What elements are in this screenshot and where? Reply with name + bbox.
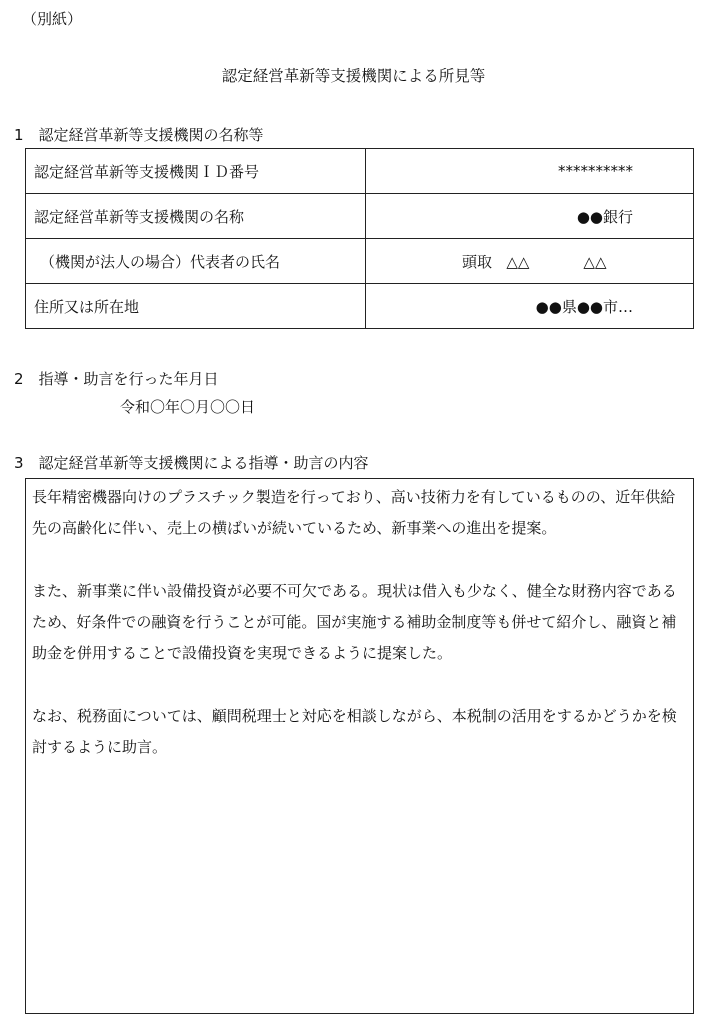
advice-paragraph-1: 長年精密機器向けのプラスチック製造を行っており、高い技術力を有しているものの、近年供給先の高齢化に伴い、売上の横ばいが続いているため、新事業への進出を提案。: [32, 488, 676, 537]
agency-name-value: ●●銀行: [366, 194, 694, 239]
agency-name-label: 認定経営革新等支援機関の名称: [26, 194, 366, 239]
table-row: [26, 194, 694, 239]
table-row: [26, 284, 694, 329]
table-row: [26, 149, 694, 194]
representative-label: （機関が法人の場合）代表者の氏名: [26, 239, 366, 284]
table-row: [26, 239, 694, 284]
advice-content-box: [25, 478, 694, 1014]
support-agency-info-table: [25, 148, 694, 329]
address-label: 住所又は所在地: [26, 284, 366, 329]
representative-value: [366, 239, 694, 284]
advice-date: 令和〇年〇月〇〇日: [120, 398, 256, 416]
representative-first-name: △△: [506, 252, 530, 271]
representative-title: 頭取: [462, 252, 493, 271]
section-1-heading: 1 認定経営革新等支援機関の名称等: [14, 126, 264, 144]
document-title: 認定経営革新等支援機関による所見等: [221, 67, 486, 85]
id-number-label: 認定経営革新等支援機関ＩＤ番号: [26, 149, 366, 194]
section-3-heading: 3 認定経営革新等支援機関による指導・助言の内容: [14, 454, 369, 472]
attachment-label: （別紙）: [22, 10, 83, 28]
section-2-heading: 2 指導・助言を行った年月日: [14, 370, 219, 388]
id-number-value: **********: [366, 149, 694, 194]
representative-last-name: △△: [583, 252, 607, 271]
advice-paragraph-2: また、新事業に伴い設備投資が必要不可欠である。現状は借入も少なく、健全な財務内容であるため、好条件での融資を行うことが可能。国が実施する補助金制度等も併せて紹介し、融資と補助金を併用することで設備投資を実現できるように提案した。: [32, 582, 677, 662]
advice-paragraph-3: なお、税務面については、顧問税理士と対応を相談しながら、本税制の活用をするかどうかを検討するように助言。: [32, 707, 677, 756]
address-value: ●●県●●市…: [366, 284, 694, 329]
